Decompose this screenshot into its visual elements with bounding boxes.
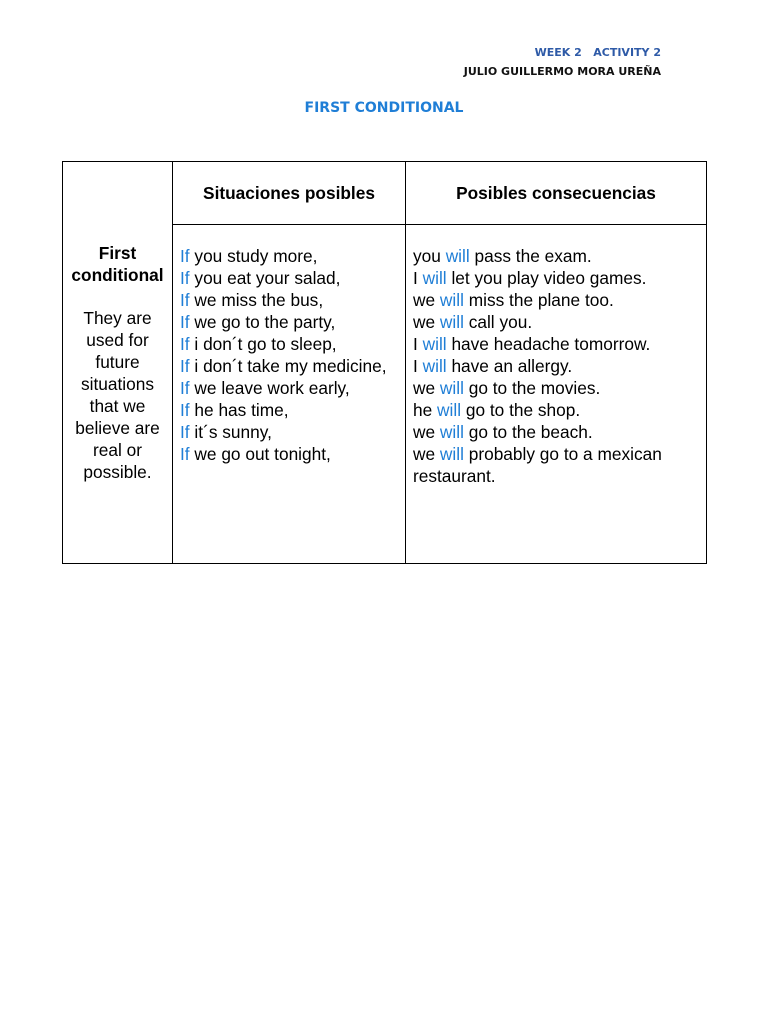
consequence-line (413, 289, 706, 311)
consequence-line (413, 355, 706, 377)
label-description: They are used for future situations that we believe are real or possible. (75, 308, 160, 482)
label-title: First conditional (71, 243, 164, 285)
consequence-line (413, 421, 706, 443)
situation-line (180, 311, 405, 333)
will-keyword: will (437, 400, 462, 420)
situation-line (180, 245, 405, 267)
will-keyword: will (439, 312, 464, 332)
situation-text: i don´t take my medicine, (194, 356, 387, 376)
situation-text: you eat your salad, (194, 268, 341, 288)
situation-line (180, 355, 405, 377)
situation-text: he has time, (194, 400, 289, 420)
consequence-line (413, 245, 706, 267)
situation-line (180, 421, 405, 443)
consequence-subject: we (413, 312, 436, 332)
if-keyword: If (180, 268, 190, 288)
week-activity-label: WEEK 2 ACTIVITY 2 (534, 46, 661, 59)
situation-line (180, 267, 405, 289)
consequence-text: pass the exam. (474, 246, 592, 266)
consequence-subject: we (413, 378, 436, 398)
consequence-text: call you. (468, 312, 533, 332)
consequences-header: Posibles consecuencias (406, 162, 707, 225)
consequence-text: go to the movies. (468, 378, 601, 398)
situation-line (180, 399, 405, 421)
consequence-line (413, 399, 706, 421)
situation-text: we miss the bus, (194, 290, 324, 310)
situation-line (180, 443, 405, 465)
if-keyword: If (180, 378, 190, 398)
situation-text: it´s sunny, (194, 422, 272, 442)
consequence-subject: I (413, 268, 418, 288)
situation-line (180, 377, 405, 399)
consequence-line (413, 267, 706, 289)
document-title: FIRST CONDITIONAL (304, 100, 464, 116)
consequence-line (413, 311, 706, 333)
consequence-text: have an allergy. (451, 356, 573, 376)
author-name: JULIO GUILLERMO MORA UREÑA (463, 65, 661, 78)
consequence-text: go to the shop. (465, 400, 581, 420)
will-keyword: will (439, 422, 464, 442)
consequence-line (413, 333, 706, 355)
situation-text: we go to the party, (194, 312, 336, 332)
consequence-text: let you play video games. (451, 268, 647, 288)
situation-text: we go out tonight, (194, 444, 331, 464)
if-keyword: If (180, 290, 190, 310)
if-keyword: If (180, 422, 190, 442)
consequence-line (413, 443, 706, 487)
consequence-subject: we (413, 422, 436, 442)
will-keyword: will (439, 290, 464, 310)
situations-cell (173, 225, 406, 564)
will-keyword: will (439, 378, 464, 398)
if-keyword: If (180, 356, 190, 376)
situation-text: you study more, (194, 246, 318, 266)
consequence-subject: I (413, 334, 418, 354)
label-cell (63, 162, 173, 564)
consequence-text: miss the plane too. (468, 290, 614, 310)
situation-text: i don´t go to sleep, (194, 334, 337, 354)
if-keyword: If (180, 444, 190, 464)
situation-text: we leave work early, (194, 378, 350, 398)
situation-line (180, 289, 405, 311)
will-keyword: will (422, 268, 447, 288)
situations-header: Situaciones posibles (173, 162, 406, 225)
consequence-subject: he (413, 400, 433, 420)
consequence-subject: we (413, 290, 436, 310)
consequence-subject: we (413, 444, 436, 464)
situation-line (180, 333, 405, 355)
if-keyword: If (180, 334, 190, 354)
will-keyword: will (422, 334, 447, 354)
consequence-subject: you (413, 246, 441, 266)
consequence-line (413, 377, 706, 399)
if-keyword: If (180, 400, 190, 420)
will-keyword: will (422, 356, 447, 376)
will-keyword: will (445, 246, 470, 266)
if-keyword: If (180, 246, 190, 266)
consequence-text: probably go to a mexican restaurant. (413, 444, 662, 486)
consequence-subject: I (413, 356, 418, 376)
conditional-table (62, 161, 707, 564)
if-keyword: If (180, 312, 190, 332)
consequences-cell (406, 225, 707, 564)
consequence-text: have headache tomorrow. (451, 334, 651, 354)
will-keyword: will (439, 444, 464, 464)
consequence-text: go to the beach. (468, 422, 593, 442)
